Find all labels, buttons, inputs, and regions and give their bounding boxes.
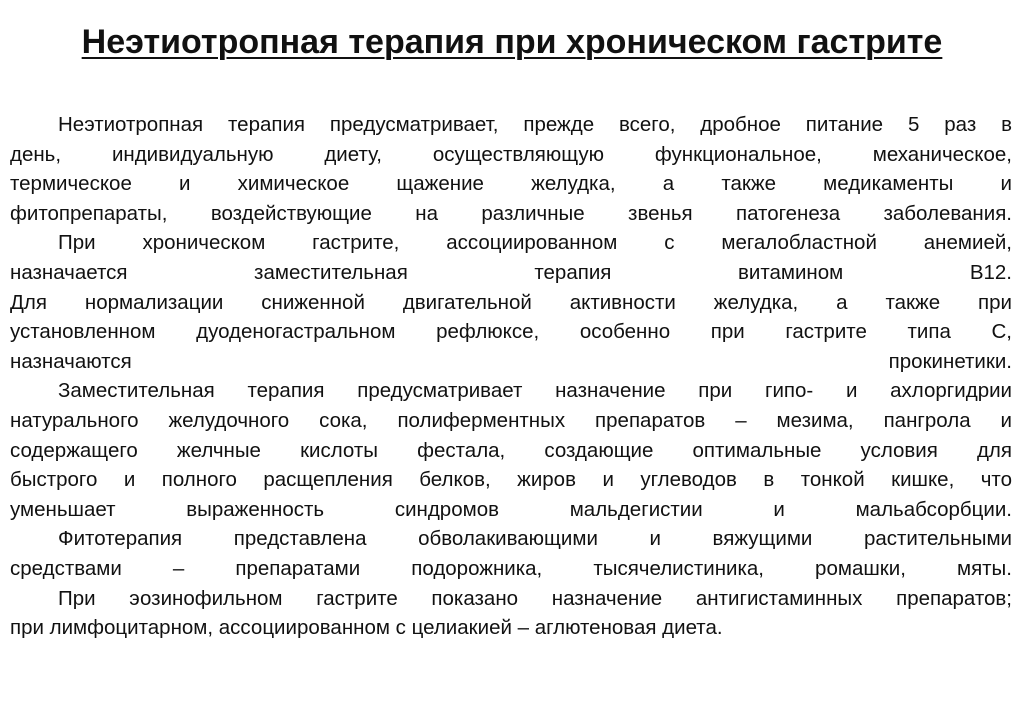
text-line: назначаются прокинетики. — [10, 349, 1012, 373]
text-line: При эозинофильном гастрите показано назначение антигистаминных препаратов; — [58, 586, 1012, 610]
text-line: Заместительная терапия предусматривает назначение при гипо- и ахлоргидрии — [58, 379, 1012, 403]
text-line: день, индивидуальную диету, осуществляющую функциональное, механическое, — [10, 142, 1012, 166]
text-line: Фитотерапия представлена обволакивающими и вяжущими растительными — [58, 527, 1012, 551]
text-line: фитопрепараты, воздействующие на различные звенья патогенеза заболевания. — [10, 201, 1012, 225]
text-line: термическое и химическое щажение желудка, а также медикаменты и — [10, 172, 1012, 196]
text-line: содержащего желчные кислоты фестала, создающие оптимальные условия для — [10, 438, 1012, 462]
text-line: установленном дуоденогастральном рефлюксе, особенно при гастрите типа С, — [10, 320, 1012, 344]
text-line: Для нормализации сниженной двигательной активности желудка, а также при — [10, 290, 1012, 314]
text-line: быстрого и полного расщепления белков, жиров и углеводов в тонкой кишке, что — [10, 468, 1012, 492]
text-line: назначается заместительная терапия витамином B12. — [10, 260, 1012, 284]
text-line: средствами – препаратами подорожника, тысячелистиника, ромашки, мяты. — [10, 556, 1012, 580]
slide-title: Неэтиотропная терапия при хроническом гастрите — [81, 23, 943, 61]
text-line: Неэтиотропная терапия предусматривает, прежде всего, дробное питание 5 раз в — [58, 113, 1012, 136]
text-line: натурального желудочного сока, полиферментных препаратов – мезима, пангрола и — [10, 408, 1012, 432]
slide-body-text — [10, 110, 1012, 643]
text-line: уменьшает выраженность синдромов мальдегистии и мальабсорбции. — [10, 497, 1012, 521]
text-line: при лимфоцитарном, ассоциированном с целиакией – аглютеновая диета. — [10, 616, 723, 640]
text-line: При хроническом гастрите, ассоциированном с мегалобластной анемией, — [58, 231, 1012, 255]
